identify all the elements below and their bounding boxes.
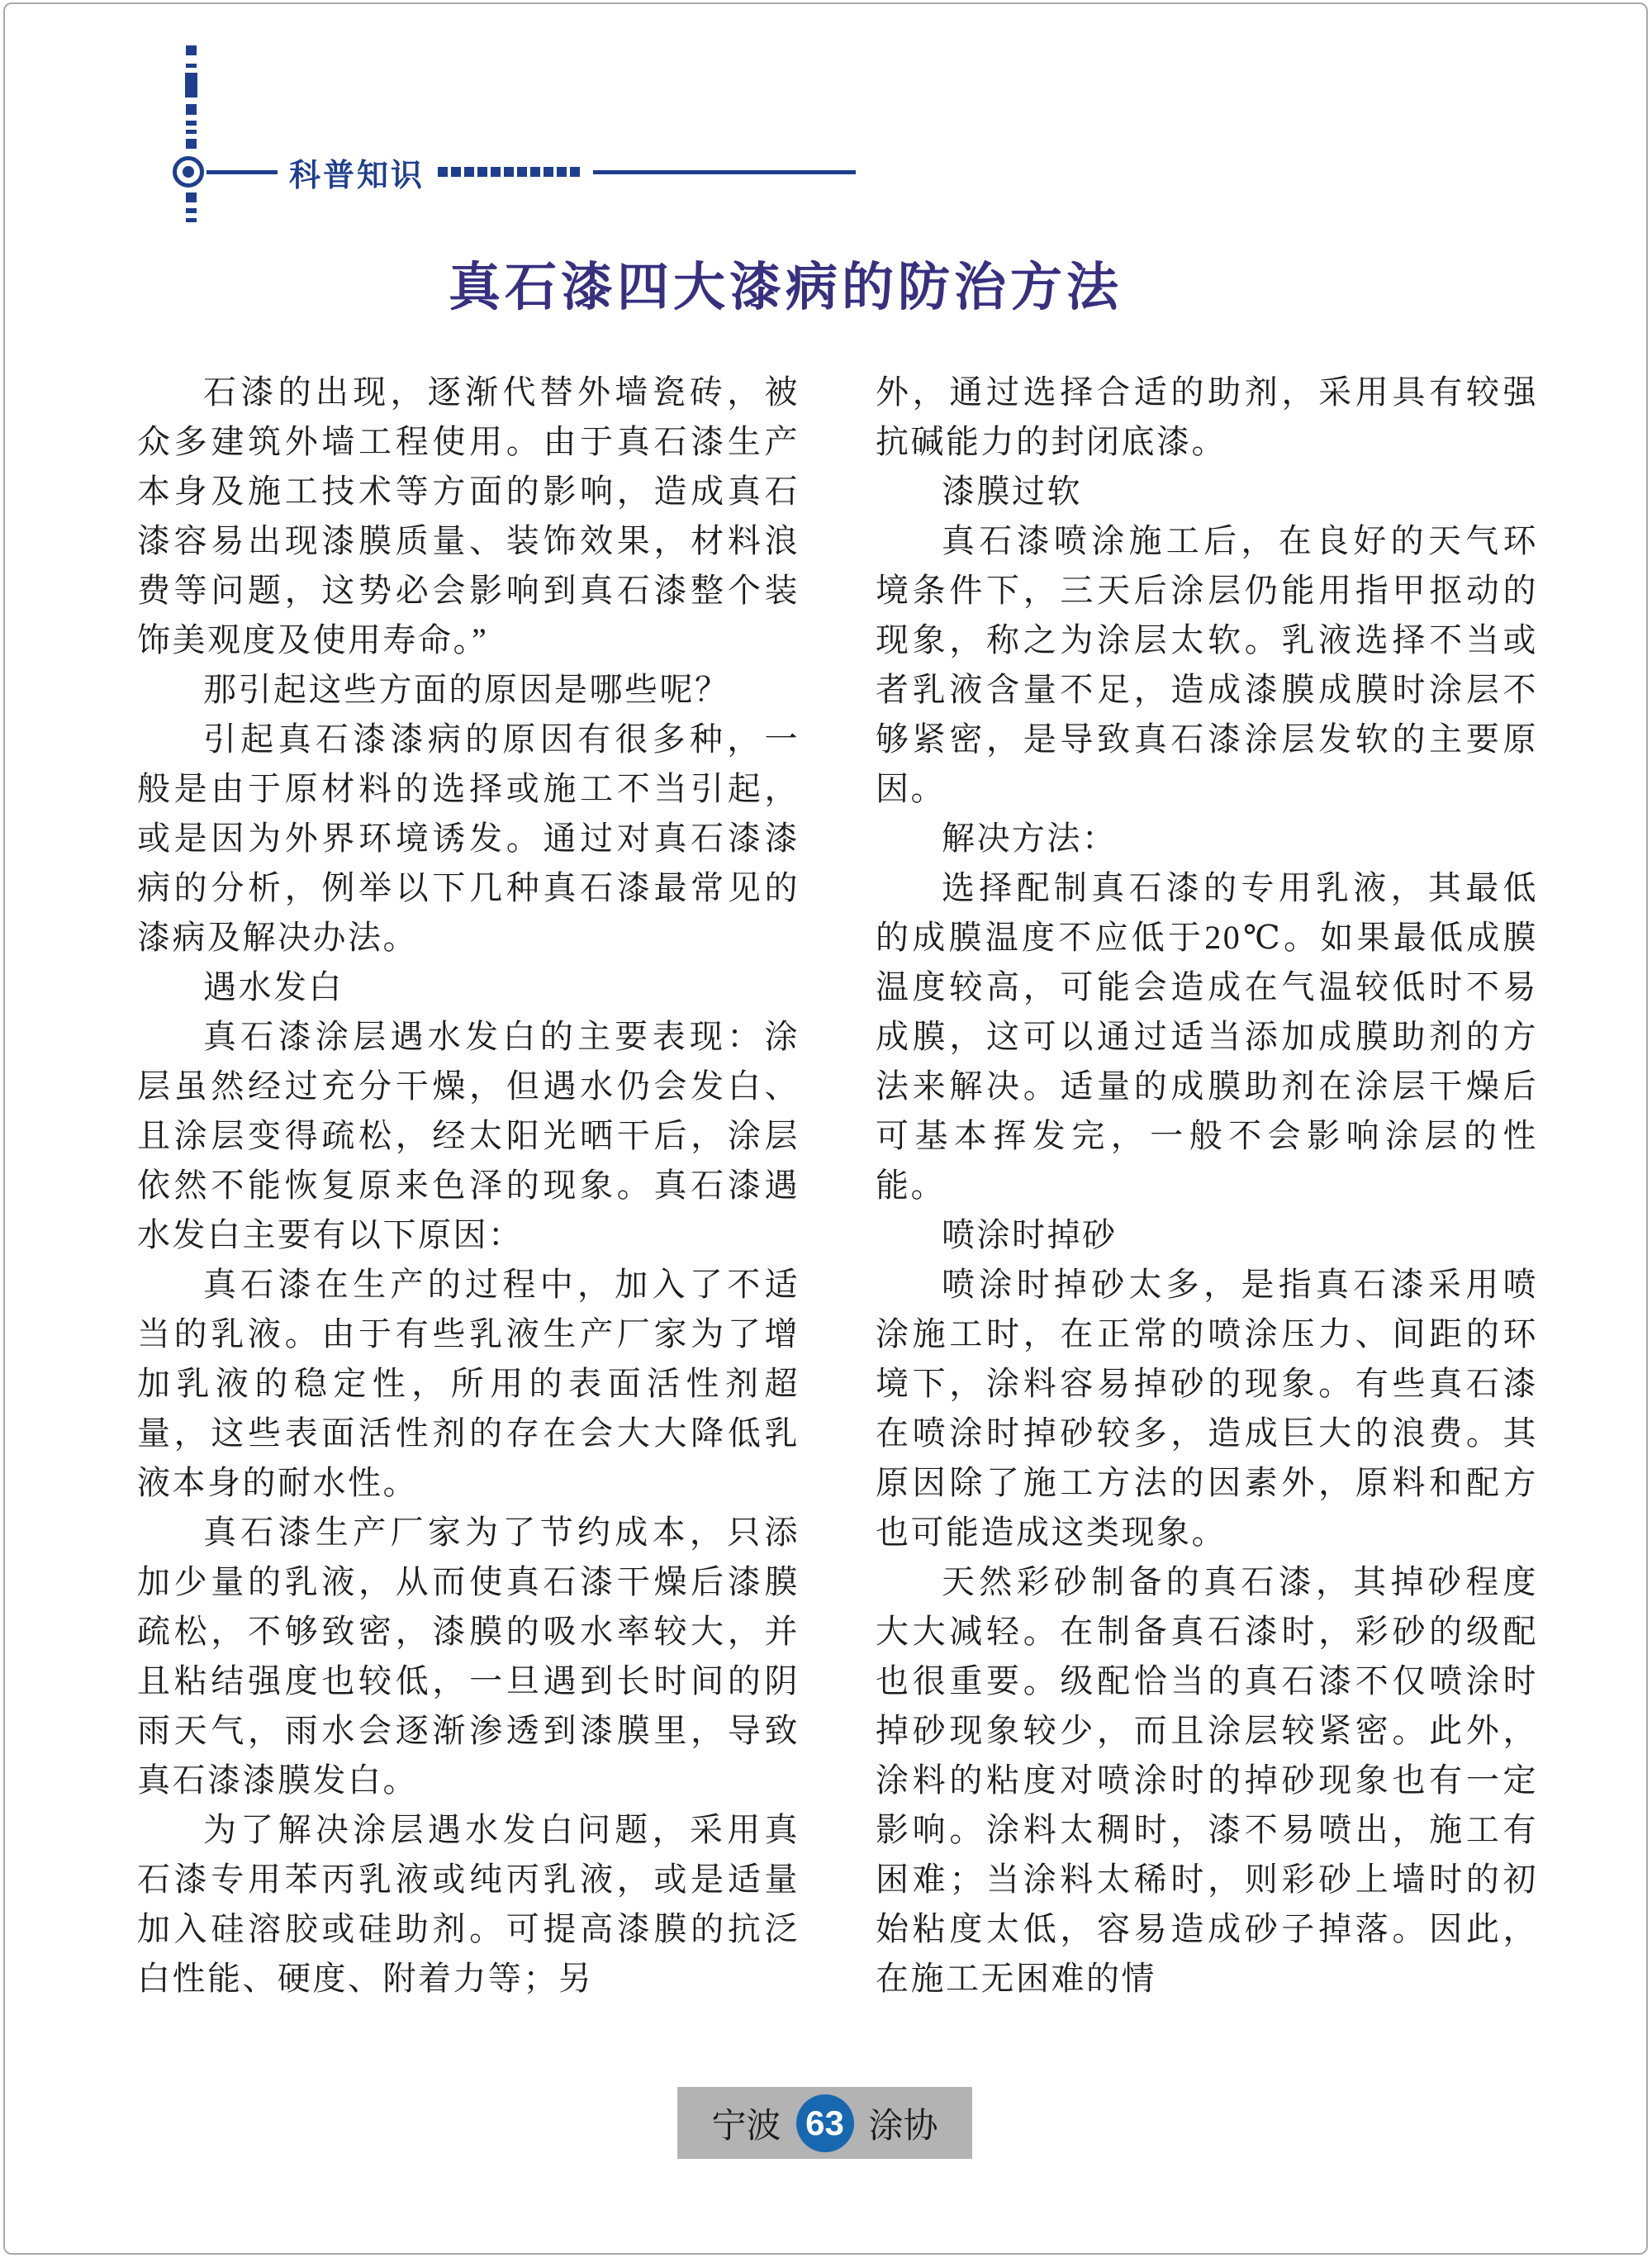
paragraph: 真石漆喷涂施工后，在良好的天气环境条件下，三天后涂层仍能用指甲抠动的现象，称之为涂层太软。乳液选择不当或者乳液含量不足，造成漆膜成膜时涂层不够紧密，是导致真石漆涂层发软的主要原因。: [876, 522, 1538, 807]
paragraph: 引起真石漆漆病的原因有很多种，一般是由于原材料的选择或施工不当引起，或是因为外界环境诱发。通过对真石漆漆病的分析，例举以下几种真石漆最常见的漆病及解决办法。: [137, 720, 800, 956]
vertical-dashed-line-ornament-bottom: [180, 193, 202, 222]
paragraph: 真石漆在生产的过程中，加入了不适当的乳液。由于有些乳液生产厂家为了增加乳液的稳定性，所用的表面活性剂超量，这些表面活性剂的存在会大大降低乳液本身的耐水性。: [137, 1266, 800, 1501]
paragraph: 选择配制真石漆的专用乳液，其最低的成膜温度不应低于20℃。如果最低成膜温度较高，可能会造成在气温较低时不易成膜，这可以通过适当添加成膜助剂的方法来解决。适量的成膜助剂在涂层干燥后可基本挥发完，一般不会影响涂层的性能。: [876, 869, 1538, 1204]
paragraph: 那引起这些方面的原因是哪些呢？: [203, 671, 730, 708]
page-footer: [677, 2087, 972, 2159]
paragraph: 外，通过选择合适的助剂，采用具有较强抗碱能力的封闭底漆。: [876, 373, 1538, 460]
subheading: 喷涂时掉砂: [942, 1216, 1118, 1253]
vertical-dashed-line-ornament: [180, 45, 202, 149]
article-title: 真石漆四大漆病的防治方法: [449, 259, 1123, 316]
page-number-badge: 63: [796, 2094, 854, 2152]
paragraph: 真石漆生产厂家为了节约成本，只添加少量的乳液，从而使真石漆干燥后漆膜疏松，不够致密，漆膜的吸水率较大，并且粘结强度也较低，一旦遇到长时间的阴雨天气，雨水会逐渐渗透到漆膜里，导致真石漆漆膜发白。: [137, 1514, 800, 1799]
header-rule-right: [593, 170, 856, 174]
subheading: 漆膜过软: [942, 473, 1082, 510]
bullseye-icon: [173, 156, 204, 188]
article-body: [137, 368, 1538, 2004]
section-label: 科普知识: [289, 158, 425, 193]
square-dashes-decoration: [438, 167, 580, 177]
paragraph: 为了解决涂层遇水发白问题，采用真石漆专用苯丙乳液或纯丙乳液，或是适量加入硅溶胶或硅助剂。可提高漆膜的抗泛白性能、硬度、附着力等；另: [137, 1811, 800, 1997]
paragraph: 真石漆涂层遇水发白的主要表现：涂层虽然经过充分干燥，但遇水仍会发白、且涂层变得疏松，经太阳光晒干后，涂层依然不能恢复原来色泽的现象。真石漆遇水发白主要有以下原因：: [137, 1018, 800, 1253]
section-header: [206, 151, 856, 193]
magazine-page: [3, 2, 1648, 2255]
right-column: [876, 368, 1538, 2004]
footer-right-text: 涂协: [868, 2105, 938, 2145]
subheading: 遇水发白: [203, 968, 344, 1005]
bullseye-dot: [183, 166, 194, 178]
footer-left-text: 宁波: [711, 2105, 781, 2145]
header-rule-left: [206, 170, 278, 174]
paragraph: 石漆的出现，逐渐代替外墙瓷砖，被众多建筑外墙工程使用。由于真石漆生产本身及施工技术等方面的影响，造成真石漆容易出现漆膜质量、装饰效果，材料浪费等问题，这势必会影响到真石漆整个装饰美观度及使用寿命。”: [137, 373, 800, 658]
subheading: 解决方法：: [942, 820, 1118, 857]
left-column: [137, 368, 800, 2004]
paragraph: 天然彩砂制备的真石漆，其掉砂程度大大减轻。在制备真石漆时，彩砂的级配也很重要。级配恰当的真石漆不仅喷涂时掉砂现象较少，而且涂层较紧密。此外，涂料的粘度对喷涂时的掉砂现象也有一定影响。涂料太稠时，漆不易喷出，施工有困难；当涂料太稀时，则彩砂上墙时的初始粘度太低，容易造成砂子掉落。因此，在施工无困难的情: [876, 1563, 1538, 1997]
paragraph: 喷涂时掉砂太多，是指真石漆采用喷涂施工时，在正常的喷涂压力、间距的环境下，涂料容易掉砂的现象。有些真石漆在喷涂时掉砂较多，造成巨大的浪费。其原因除了施工方法的因素外，原料和配方也可能造成这类现象。: [876, 1266, 1538, 1551]
